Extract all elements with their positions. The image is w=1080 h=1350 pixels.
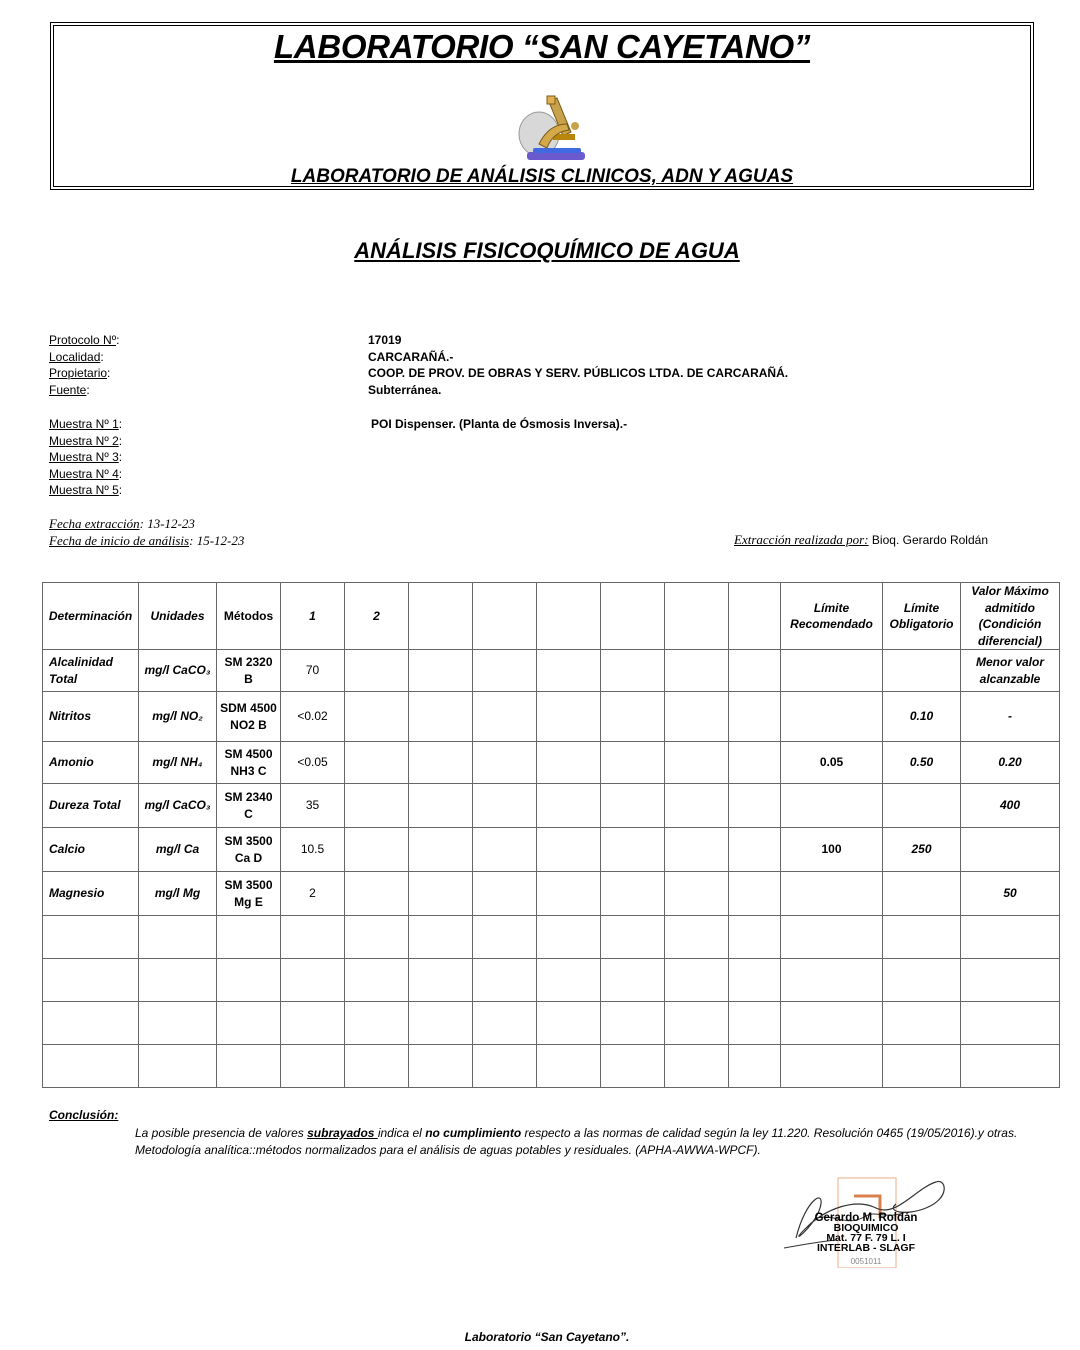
cell-method: SM 3500 Mg E: [217, 872, 281, 916]
cell-sample-1: <0.05: [281, 742, 345, 784]
cell-empty: [217, 1002, 281, 1045]
lab-subtitle: LABORATORIO DE ANÁLISIS CLINICOS, ADN Y AGUAS: [290, 166, 794, 187]
cell-mandatory-limit: 250: [883, 828, 961, 872]
stamp: [806, 1213, 926, 1267]
header-determination: Determinación: [43, 583, 139, 650]
table-row: [43, 692, 1060, 742]
document-title: ANÁLISIS FISICOQUÍMICO DE AGUA: [354, 238, 740, 263]
cell-determination: Calcio: [43, 828, 139, 872]
cell-empty: [281, 959, 345, 1002]
cell-sample-1: 10.5: [281, 828, 345, 872]
cell-empty: [537, 784, 601, 828]
cell-mandatory-limit: [883, 784, 961, 828]
cell-empty: [43, 1045, 139, 1088]
cell-empty: [601, 1002, 665, 1045]
cell-empty: [729, 828, 781, 872]
cell-empty: [665, 828, 729, 872]
analysis-start-label: Fecha de inicio de análisis: [49, 533, 190, 548]
table-row: [43, 650, 1060, 692]
samples-values: [371, 416, 627, 433]
cell-empty: [601, 828, 665, 872]
source-label: Fuente: [49, 382, 87, 397]
sample-4-label: Muestra Nº 4: [49, 466, 119, 481]
header-empty: [665, 583, 729, 650]
results-table: [42, 582, 1060, 1088]
cell-empty: [409, 1002, 473, 1045]
cell-sample-1: <0.02: [281, 692, 345, 742]
conclusion-bold: no cumplimiento: [425, 1126, 522, 1140]
cell-empty: [345, 692, 409, 742]
cell-empty: [961, 1002, 1060, 1045]
cell-empty: [345, 1045, 409, 1088]
cell-max-value: Menor valor alcanzable: [961, 650, 1060, 692]
lab-name: LABORATORIO “SAN CAYETANO”: [273, 28, 811, 65]
cell-empty: [139, 959, 217, 1002]
cell-determination: Amonio: [43, 742, 139, 784]
cell-empty: [781, 1002, 883, 1045]
cell-empty: [665, 1002, 729, 1045]
cell-empty: [139, 1045, 217, 1088]
cell-empty: [473, 1002, 537, 1045]
cell-max-value: 50: [961, 872, 1060, 916]
cell-empty: [601, 872, 665, 916]
cell-empty: [537, 828, 601, 872]
locality-label: Localidad: [49, 349, 101, 364]
cell-empty: [473, 784, 537, 828]
sample-1-label: Muestra Nº 1: [49, 417, 119, 431]
sample-1-value: POI Dispenser. (Planta de Ósmosis Inversa).-: [371, 417, 628, 431]
cell-empty: [473, 916, 537, 959]
conclusion-label: Conclusión:: [49, 1108, 119, 1122]
cell-recommended-limit: [781, 872, 883, 916]
header-empty: [473, 583, 537, 650]
conclusion-part: indica el: [377, 1126, 426, 1140]
cell-determination: Dureza Total: [43, 784, 139, 828]
cell-empty: [473, 1045, 537, 1088]
sample-2-label: Muestra Nº 2: [49, 433, 119, 448]
stamp-affiliation: INTERLAB - SLAGF: [817, 1242, 915, 1254]
header-box: [50, 22, 1034, 190]
cell-empty: [473, 872, 537, 916]
cell-empty: [729, 650, 781, 692]
cell-empty: [473, 692, 537, 742]
cell-empty: [729, 872, 781, 916]
cell-empty: [139, 1002, 217, 1045]
methodology-text: Metodología analítica::métodos normalizados para el análisis de aguas potables y residuales. (APHA-AWWA-WPCF).: [135, 1143, 761, 1157]
cell-empty: [883, 959, 961, 1002]
cell-empty: [43, 916, 139, 959]
cell-empty: [139, 916, 217, 959]
cell-method: SM 2320 B: [217, 650, 281, 692]
table-row: [43, 828, 1060, 872]
cell-recommended-limit: [781, 692, 883, 742]
cell-empty: [729, 692, 781, 742]
extraction-date-value: 13-12-23: [147, 516, 195, 531]
cell-empty: [345, 1002, 409, 1045]
cell-empty: [473, 828, 537, 872]
cell-empty: [883, 1045, 961, 1088]
cell-empty: [883, 1002, 961, 1045]
header-empty: [409, 583, 473, 650]
cell-empty: [409, 959, 473, 1002]
cell-mandatory-limit: [883, 650, 961, 692]
cell-units: mg/l Mg: [139, 872, 217, 916]
source-value: Subterránea.: [368, 382, 442, 397]
microscope-icon: [509, 94, 589, 166]
dates-block: Fecha extracción: 13-12-23 Fecha de inicio de análisis: 15-12-23: [49, 516, 245, 548]
protocol-value: 17019: [368, 333, 402, 347]
cell-empty: [961, 959, 1060, 1002]
cell-empty: [473, 742, 537, 784]
cell-empty: [537, 1002, 601, 1045]
cell-empty: [601, 916, 665, 959]
cell-sample-1: 70: [281, 650, 345, 692]
cell-mandatory-limit: 0.10: [883, 692, 961, 742]
cell-empty: [345, 916, 409, 959]
cell-empty: [409, 650, 473, 692]
cell-empty: [665, 692, 729, 742]
cell-method: SM 4500 NH3 C: [217, 742, 281, 784]
cell-units: mg/l Ca: [139, 828, 217, 872]
cell-empty: [665, 872, 729, 916]
cell-empty: [43, 1002, 139, 1045]
cell-determination: Magnesio: [43, 872, 139, 916]
cell-empty: [729, 1045, 781, 1088]
protocol-label: Protocolo Nº: [49, 333, 117, 347]
cell-sample-1: 35: [281, 784, 345, 828]
cell-empty: [729, 784, 781, 828]
header-recommended-limit: Límite Recomendado: [781, 583, 883, 650]
cell-empty: [729, 742, 781, 784]
cell-recommended-limit: [781, 784, 883, 828]
table-row: [43, 872, 1060, 916]
conclusion-part: La posible presencia de valores: [135, 1126, 308, 1140]
cell-empty: [665, 916, 729, 959]
header-empty: [537, 583, 601, 650]
cell-mandatory-limit: [883, 872, 961, 916]
header-empty: [729, 583, 781, 650]
cell-empty: [601, 692, 665, 742]
cell-units: mg/l NH₄: [139, 742, 217, 784]
cell-empty: [601, 1045, 665, 1088]
cell-empty: [601, 784, 665, 828]
cell-empty: [537, 742, 601, 784]
conclusion-part: respecto a las normas de calidad según la ley 11.220. Resolución 0465 (19/05/2016).y otras.: [521, 1126, 1018, 1140]
cell-empty: [665, 650, 729, 692]
cell-max-value: 0.20: [961, 742, 1060, 784]
cell-empty: [665, 742, 729, 784]
cell-empty: [281, 1002, 345, 1045]
cell-empty: [473, 959, 537, 1002]
cell-method: SM 3500 Ca D: [217, 828, 281, 872]
cell-recommended-limit: 100: [781, 828, 883, 872]
extraction-by-label: Extracción realizada por:: [734, 532, 869, 547]
table-row-empty: [43, 1002, 1060, 1045]
cell-empty: [217, 916, 281, 959]
header-units: Unidades: [139, 583, 217, 650]
cell-method: SDM 4500 NO2 B: [217, 692, 281, 742]
cell-units: mg/l NO₂: [139, 692, 217, 742]
sample-5-label: Muestra Nº 5: [49, 483, 119, 498]
extraction-by: [734, 532, 988, 548]
cell-max-value: [961, 828, 1060, 872]
cell-empty: [601, 742, 665, 784]
cell-empty: [409, 742, 473, 784]
header-mandatory-limit: Límite Obligatorio: [883, 583, 961, 650]
conclusion-underlined: subrayados: [307, 1126, 378, 1140]
cell-empty: [537, 959, 601, 1002]
cell-empty: [729, 959, 781, 1002]
cell-empty: [537, 916, 601, 959]
stamp-name: Gerardo M. Roldán: [814, 1212, 918, 1224]
cell-empty: [345, 959, 409, 1002]
cell-empty: [961, 1045, 1060, 1088]
cell-empty: [409, 1045, 473, 1088]
samples-labels: Muestra Nº 1: Muestra Nº 2: Muestra Nº 3: Muestra Nº 4: Muestra Nº 5:: [49, 417, 123, 498]
cell-recommended-limit: [781, 650, 883, 692]
info-values: [368, 332, 788, 398]
cell-empty: [217, 959, 281, 1002]
cell-empty: [217, 1045, 281, 1088]
cell-empty: [345, 872, 409, 916]
header-sample-1: 1: [281, 583, 345, 650]
extraction-by-value: Bioq. Gerardo Roldán: [871, 533, 988, 547]
cell-empty: [409, 692, 473, 742]
table-row: [43, 784, 1060, 828]
cell-empty: [601, 959, 665, 1002]
owner-label: Propietario: [49, 366, 108, 381]
cell-empty: [281, 1045, 345, 1088]
conclusion-text: [135, 1125, 1035, 1159]
table-header-row: [43, 583, 1060, 650]
cell-empty: [281, 916, 345, 959]
cell-empty: [345, 828, 409, 872]
cell-units: mg/l CaCO₃: [139, 650, 217, 692]
header-max-value: Valor Máximo admitido (Condición diferencial): [961, 583, 1060, 650]
stamp-title: BIOQUIMICO: [833, 1222, 899, 1234]
cell-max-value: -: [961, 692, 1060, 742]
cell-empty: [537, 692, 601, 742]
header-methods: Métodos: [217, 583, 281, 650]
cell-empty: [601, 650, 665, 692]
cell-empty: [345, 784, 409, 828]
info-labels: Protocolo Nº: Localidad: Propietario: Fuente:: [49, 333, 120, 397]
cell-determination: Nitritos: [43, 692, 139, 742]
cell-recommended-limit: 0.05: [781, 742, 883, 784]
footer: Laboratorio “San Cayetano”.: [464, 1330, 630, 1344]
cell-units: mg/l CaCO₃: [139, 784, 217, 828]
header-empty: [601, 583, 665, 650]
cell-empty: [409, 828, 473, 872]
table-row: [43, 742, 1060, 784]
cell-empty: [781, 959, 883, 1002]
cell-mandatory-limit: 0.50: [883, 742, 961, 784]
cell-empty: [961, 916, 1060, 959]
cell-empty: [729, 916, 781, 959]
cell-method: SM 2340 C: [217, 784, 281, 828]
stamp-license: Mat. 77 F. 79 L. I: [826, 1232, 906, 1244]
cell-empty: [43, 959, 139, 1002]
table-row-empty: [43, 1045, 1060, 1088]
cell-empty: [409, 916, 473, 959]
header-sample-2: 2: [345, 583, 409, 650]
cell-empty: [781, 916, 883, 959]
cell-empty: [537, 650, 601, 692]
cell-empty: [883, 916, 961, 959]
cell-empty: [409, 872, 473, 916]
locality-value: CARCARAÑÁ.-: [368, 349, 454, 364]
cell-empty: [473, 650, 537, 692]
cell-empty: [345, 650, 409, 692]
sample-3-label: Muestra Nº 3: [49, 450, 119, 465]
cell-empty: [409, 784, 473, 828]
owner-value: COOP. DE PROV. DE OBRAS Y SERV. PÚBLICOS LTDA. DE CARCARAÑÁ.: [368, 366, 789, 381]
stamp-code: 0051011: [850, 1257, 882, 1266]
analysis-start-value: 15-12-23: [196, 533, 245, 548]
cell-empty: [665, 959, 729, 1002]
extraction-date-label: Fecha extracción: [49, 516, 140, 531]
cell-empty: [345, 742, 409, 784]
table-row-empty: [43, 959, 1060, 1002]
cell-max-value: 400: [961, 784, 1060, 828]
cell-empty: [665, 1045, 729, 1088]
cell-empty: [537, 872, 601, 916]
cell-empty: [665, 784, 729, 828]
cell-determination: Alcalinidad Total: [43, 650, 139, 692]
cell-sample-1: 2: [281, 872, 345, 916]
table-row-empty: [43, 916, 1060, 959]
cell-empty: [537, 1045, 601, 1088]
cell-empty: [781, 1045, 883, 1088]
cell-empty: [729, 1002, 781, 1045]
